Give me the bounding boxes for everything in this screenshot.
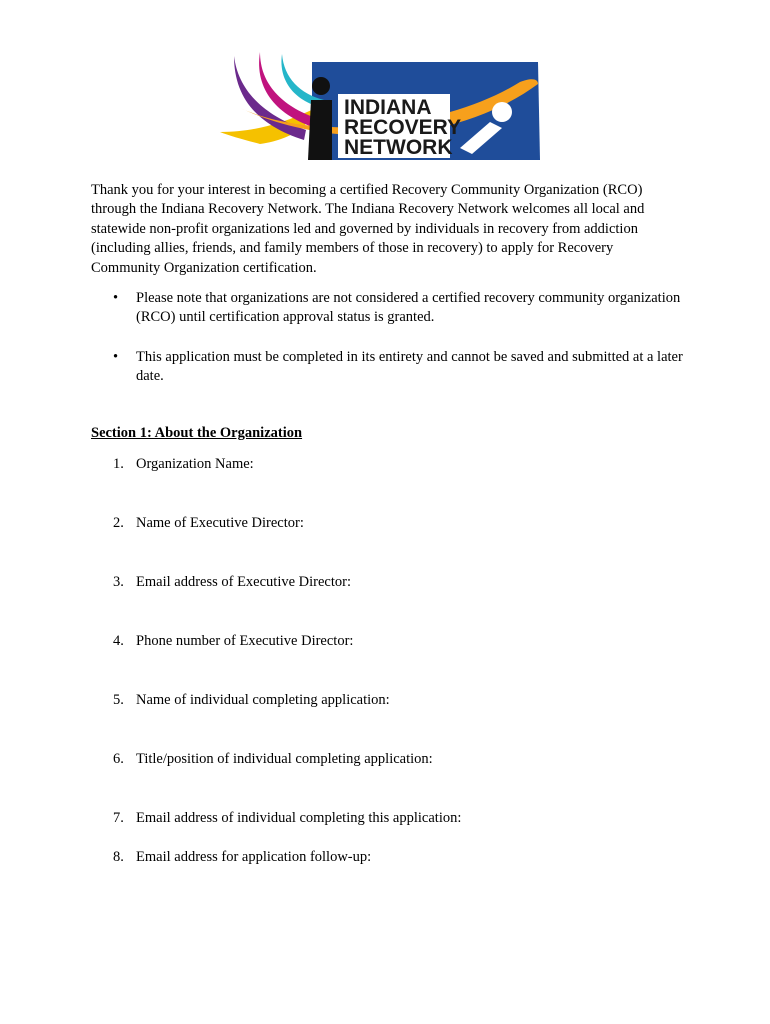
logo-star [492, 102, 512, 122]
notice-list [91, 289, 691, 407]
logo-person-body [308, 100, 332, 160]
question-organization-name [113, 455, 254, 474]
question-label: Email address for application follow-up: [136, 849, 372, 865]
question-label: Phone number of Executive Director: [136, 633, 354, 649]
question-number: 8. [113, 849, 124, 865]
notice-item: • Please note that organizations are not considered a certified recovery community organization (RCO) until certification approval status is granted. [91, 289, 691, 328]
question-number: 5. [113, 692, 124, 708]
section-title: Section 1: About the Organization [91, 425, 303, 441]
question-label: Email address of individual completing this application: [136, 810, 462, 826]
question-label: Email address of Executive Director: [136, 574, 352, 590]
question-label: Title/position of individual completing application: [136, 751, 433, 767]
question-number: 4. [113, 633, 124, 649]
question-label: Name of individual completing application: [136, 692, 390, 708]
question-followup-email [113, 848, 371, 867]
question-number: 6. [113, 751, 124, 767]
notice-item: • This application must be completed in its entirety and cannot be saved and submitted at a later date. [91, 348, 691, 387]
question-applicant-email [113, 809, 461, 828]
question-number: 7. [113, 810, 124, 826]
question-executive-director-name [113, 514, 304, 533]
logo-person-head [312, 77, 330, 95]
question-number: 3. [113, 574, 124, 590]
logo-text-line3: NETWORK [344, 136, 453, 159]
indiana-recovery-network-logo [220, 48, 542, 160]
logo-text-line1: INDIANA [344, 96, 432, 119]
question-applicant-name [113, 691, 390, 710]
question-number: 1. [113, 456, 124, 472]
question-number: 2. [113, 515, 124, 531]
question-applicant-title [113, 750, 433, 769]
intro-paragraph: Thank you for your interest in becoming a certified Recovery Community Organization (RCO) through the Indiana Recovery Network. The Indiana Recovery Network welcomes all local and statewide non-profit organizations led and governed by individuals in recovery from addiction (including allies, friends, and family members of those in recovery) to apply for Recovery Community Organization certification. [91, 182, 645, 276]
logo-text-line2: RECOVERY [344, 116, 462, 139]
question-label: Organization Name: [136, 456, 254, 472]
question-executive-director-phone [113, 632, 353, 651]
question-label: Name of Executive Director: [136, 515, 304, 531]
question-executive-director-email [113, 573, 351, 592]
